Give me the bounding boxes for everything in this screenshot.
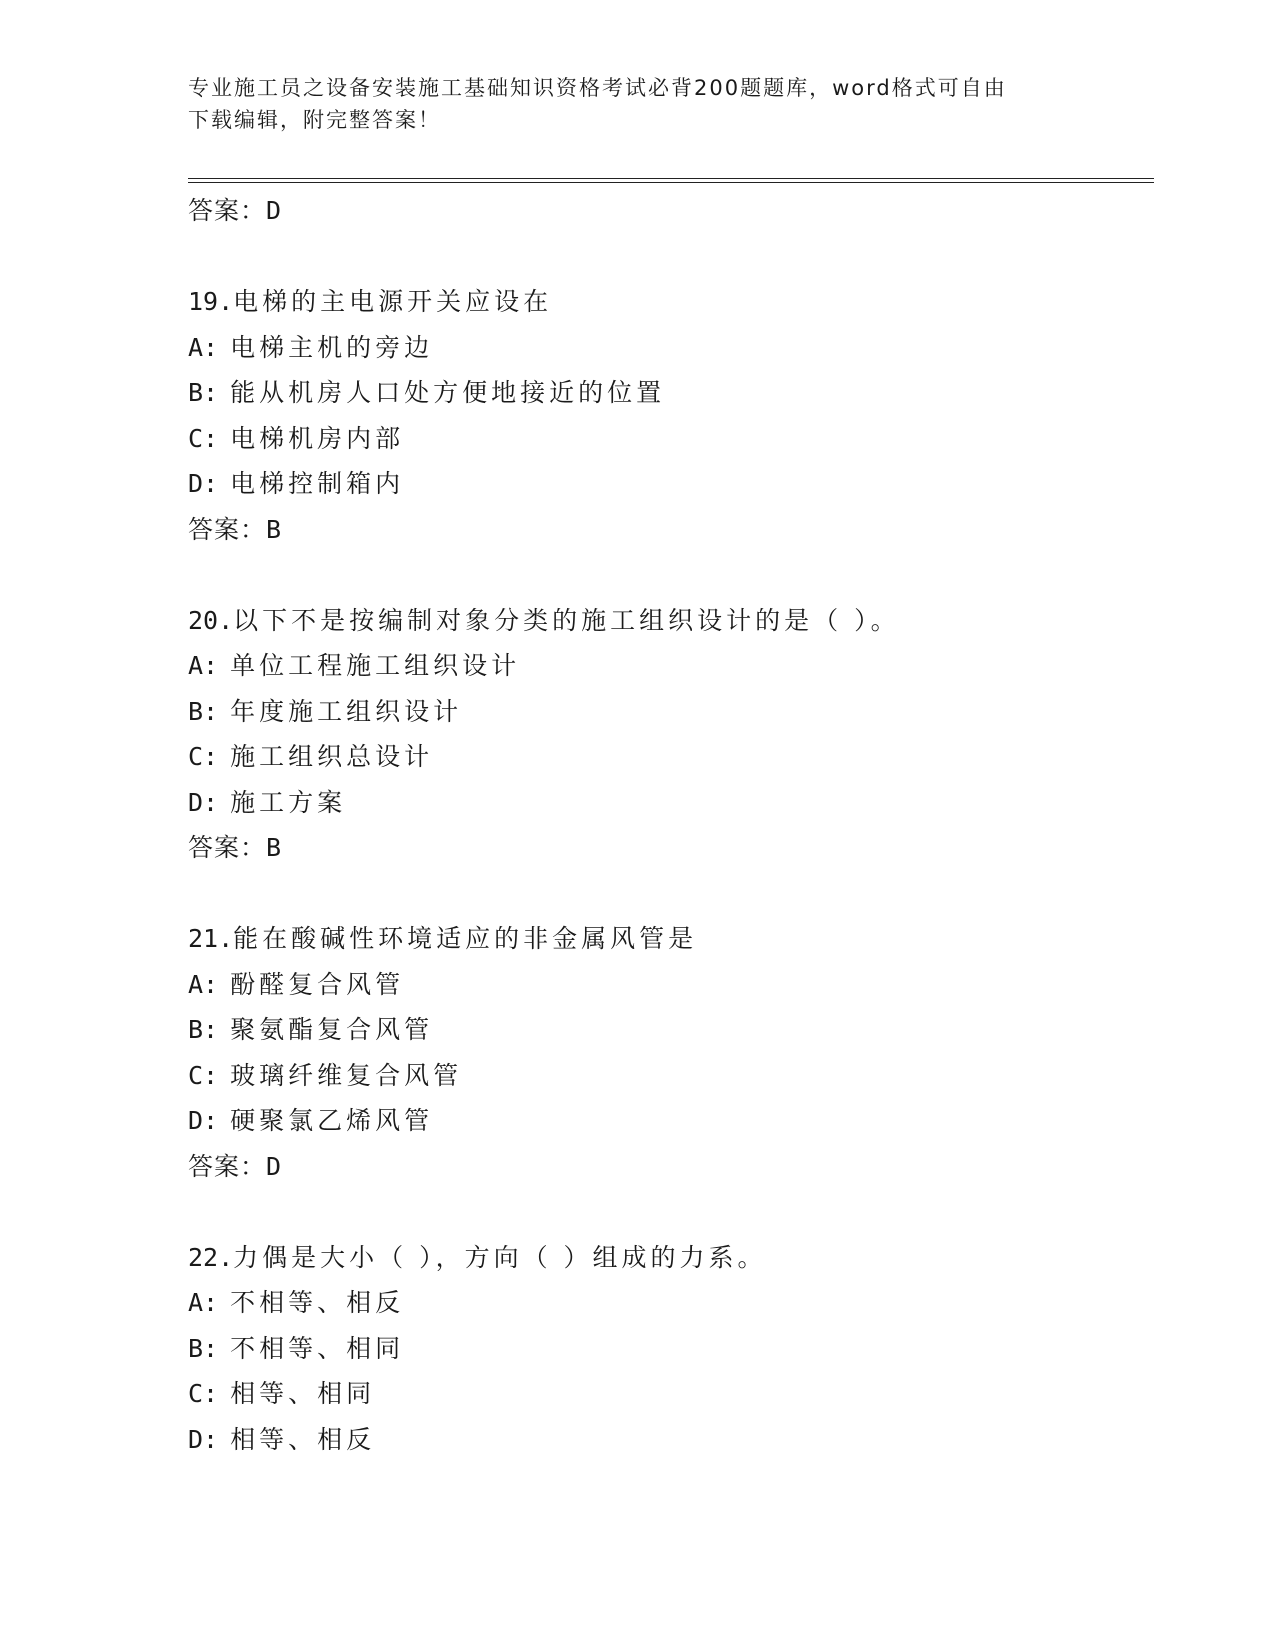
option-key: A: (188, 1288, 219, 1317)
option-d (188, 461, 1154, 507)
answer-line (188, 188, 1154, 234)
answer-value: D (266, 1151, 283, 1181)
answer-value: B (266, 514, 283, 544)
option-text: 不相等、相同 (230, 1333, 405, 1363)
option-d (188, 1417, 1154, 1463)
question-stem (188, 1235, 1154, 1281)
question-stem (188, 279, 1154, 325)
option-a (188, 962, 1154, 1008)
option-b (188, 1326, 1154, 1372)
question-text: 以下不是按编制对象分类的施工组织设计的是（ ）。 (233, 605, 900, 635)
option-text: 酚醛复合风管 (230, 969, 405, 999)
option-key: A: (188, 332, 219, 362)
option-a (188, 1280, 1154, 1326)
option-key: C: (188, 423, 219, 453)
answer-label: 答案： (188, 514, 267, 544)
answer-line (188, 507, 1154, 553)
question-stem (188, 598, 1154, 644)
spacer (188, 234, 1154, 280)
answer-label: 答案： (188, 1151, 267, 1181)
option-key: D: (188, 469, 219, 498)
option-c (188, 734, 1154, 780)
option-key: A: (188, 969, 219, 999)
option-b (188, 370, 1154, 416)
option-key: D: (188, 1424, 219, 1454)
option-key: A: (188, 651, 219, 680)
option-text: 不相等、相反 (230, 1288, 405, 1317)
answer-label: 答案： (188, 196, 267, 225)
question-list (188, 188, 1154, 1462)
answer-line (188, 1144, 1154, 1190)
header-line-1: 专业施工员之设备安装施工基础知识资格考试必背200题题库，word格式可自由 (188, 76, 1007, 100)
option-text: 聚氨酯复合风管 (230, 1015, 434, 1044)
option-text: 能从机房人口处方便地接近的位置 (230, 378, 666, 407)
option-text: 施工组织总设计 (230, 742, 434, 771)
option-text: 电梯机房内部 (230, 423, 405, 453)
question-number: 19. (188, 287, 234, 316)
option-key: C: (188, 1060, 219, 1090)
option-text: 电梯控制箱内 (230, 469, 405, 498)
option-key: B: (188, 1333, 219, 1363)
answer-value: B (266, 833, 283, 862)
header-divider (188, 178, 1154, 183)
question-number: 21. (188, 924, 234, 953)
option-text: 相等、相同 (230, 1379, 376, 1408)
option-key: B: (188, 1015, 219, 1044)
question-text: 电梯的主电源开关应设在 (233, 287, 553, 316)
document-header (188, 72, 1068, 136)
option-c (188, 1371, 1154, 1417)
answer-line (188, 825, 1154, 871)
answer-value: D (266, 196, 283, 225)
option-key: C: (188, 1379, 219, 1408)
answer-label: 答案： (188, 833, 267, 862)
option-key: B: (188, 378, 219, 407)
option-text: 硬聚氯乙烯风管 (230, 1106, 434, 1135)
option-text: 年度施工组织设计 (230, 696, 463, 726)
option-a (188, 325, 1154, 371)
option-key: D: (188, 1106, 219, 1135)
question-number: 22. (188, 1242, 234, 1272)
option-key: B: (188, 696, 219, 726)
question-text: 能在酸碱性环境适应的非金属风管是 (233, 924, 698, 953)
spacer (188, 552, 1154, 598)
question-text: 力偶是大小（ ），方向（ ）组成的力系。 (233, 1242, 767, 1272)
option-b (188, 1007, 1154, 1053)
option-text: 相等、相反 (230, 1424, 376, 1454)
option-a (188, 643, 1154, 689)
option-text: 玻璃纤维复合风管 (230, 1060, 463, 1090)
option-text: 单位工程施工组织设计 (230, 651, 521, 680)
spacer (188, 871, 1154, 917)
spacer (188, 1189, 1154, 1235)
option-c (188, 416, 1154, 462)
question-stem (188, 916, 1154, 962)
question-number: 20. (188, 605, 234, 635)
option-c (188, 1053, 1154, 1099)
option-b (188, 689, 1154, 735)
header-line-2: 下载编辑，附完整答案！ (188, 108, 441, 132)
option-d (188, 780, 1154, 826)
option-key: C: (188, 742, 219, 771)
option-d (188, 1098, 1154, 1144)
option-text: 电梯主机的旁边 (230, 332, 434, 362)
option-text: 施工方案 (230, 787, 347, 817)
option-key: D: (188, 787, 219, 817)
